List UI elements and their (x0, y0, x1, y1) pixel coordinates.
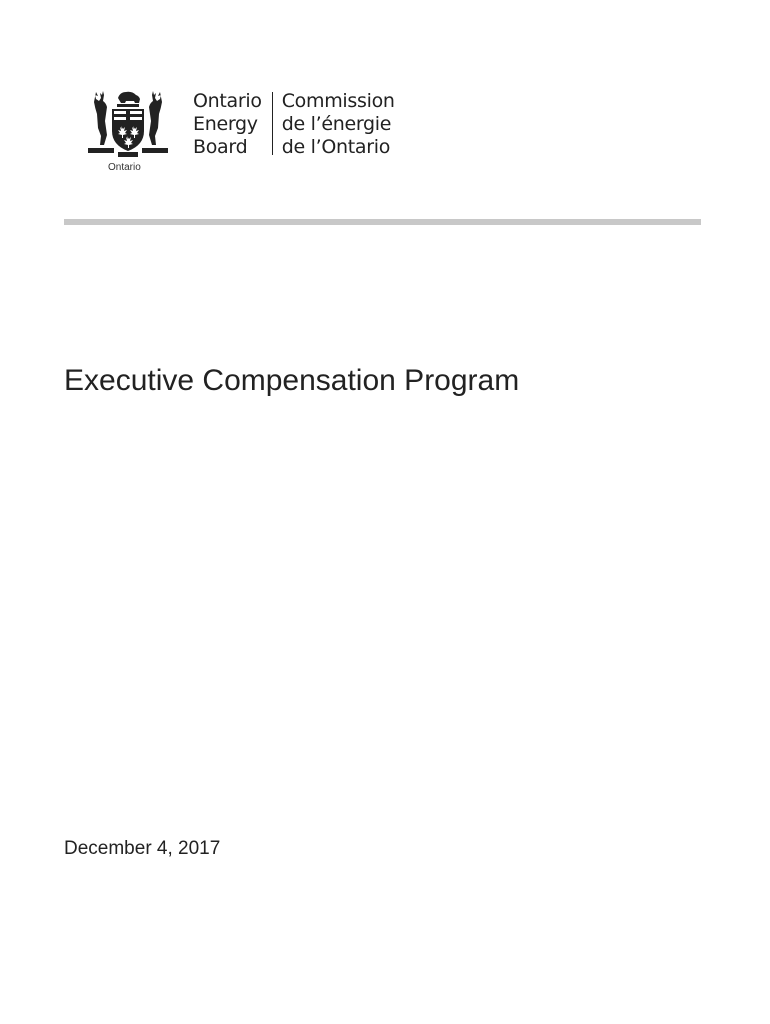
ontario-coat-of-arms-icon (84, 88, 172, 162)
oeb-logo (84, 88, 404, 183)
wordmark-en-line: Board (193, 136, 248, 158)
wordmark-fr-line: de l’énergie (281, 113, 392, 135)
document-date: December 4, 2017 (64, 838, 221, 859)
crest-caption: Ontario (108, 162, 141, 173)
wordmark-french (273, 90, 395, 159)
oeb-wordmark (193, 90, 395, 159)
wordmark-fr-line: Commission (281, 90, 395, 112)
wordmark-english (193, 90, 272, 159)
wordmark-fr-line: de l’Ontario (281, 136, 391, 158)
wordmark-en-line: Ontario (193, 90, 262, 112)
header-rule (64, 219, 701, 225)
wordmark-en-line: Energy (193, 113, 258, 135)
document-title: Executive Compensation Program (64, 364, 520, 397)
